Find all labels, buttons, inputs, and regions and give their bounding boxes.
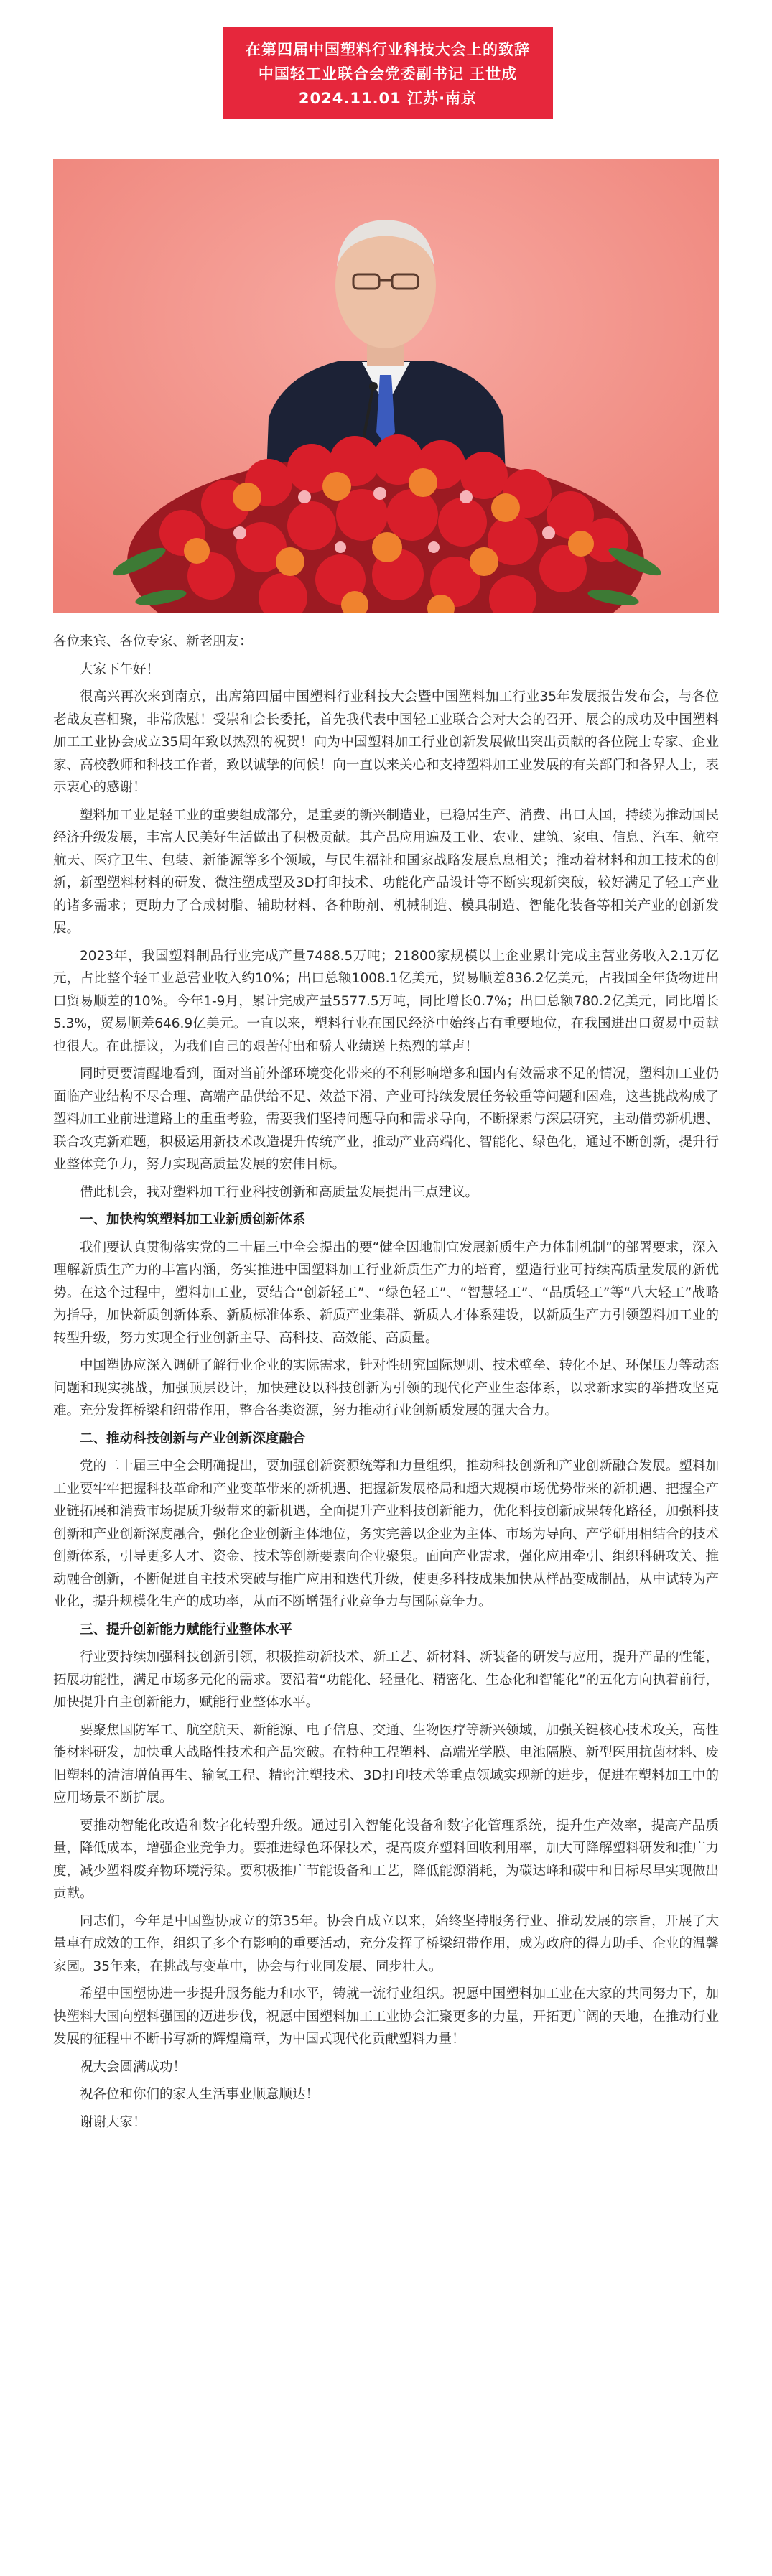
paragraph: 同时更要清醒地看到，面对当前外部环境变化带来的不利影响增多和国内有效需求不足的情况，塑料加工业仍面临产业结构不尽合理、高端产品供给不足、效益下滑、产业可持续发展任务较重等问题和困难，这些挑战构成了塑料加工业前进道路上的重重考验，需要我们坚持问题导向和需求导向，不断探索与深层研究，主动借势新机遇、联合攻克新难题，积极运用新技术改造提升传统产业，推动产业高端化、智能化、绿色化，通过不断创新，提升行业整体竞争力，努力实现高质量发展的宏伟目标。	[53, 1066, 719, 1172]
section-heading-1: 一、加快构筑塑料加工业新质创新体系	[80, 1212, 306, 1227]
closing-line: 祝大会圆满成功！	[80, 2059, 187, 2075]
closing-line: 祝各位和你们的家人生活事业顺意顺达！	[80, 2087, 320, 2102]
paragraph: 塑料加工业是轻工业的重要组成部分，是重要的新兴制造业，已稳居生产、消费、出口大国，持续为推动国民经济升级发展，丰富人民美好生活做出了积极贡献。其产品应用遍及工业、农业、建筑、家电、信息、汽车、航空航天、医疗卫生、包装、新能源等多个领域，与民生福祉和国家战略发展息息相关；推动着材料和加工技术的创新，新型塑料材料的研发、微注塑成型及3D打印技术、功能化产品设计等不断实现新突破，较好满足了轻工产业的诸多需求；更助力了合成树脂、辅助材料、各种助剂、机械制造、模具制造、智能化装备等相关产业的创新发展。	[53, 807, 719, 936]
speaker-photo-illustration	[53, 159, 719, 613]
section-heading-3: 三、提升创新能力赋能行业整体水平	[80, 1622, 293, 1637]
speech-text	[53, 631, 719, 2139]
banner-title: 在第四届中国塑料行业科技大会上的致辞	[246, 41, 530, 58]
paragraph: 行业要持续加强科技创新引领，积极推动新技术、新工艺、新材料、新装备的研发与应用，提升产品的性能，拓展功能性，满足市场多元化的需求。要沿着“功能化、轻量化、精密化、生态化和智能化”的五化方向执着前行，加快提升自主创新能力，赋能行业整体水平。	[53, 1650, 719, 1710]
paragraph: 党的二十届三中全会明确提出，要加强创新资源统筹和力量组织，推动科技创新和产业创新融合发展。塑料加工业要牢牢把握科技革命和产业变革带来的新机遇、把握新发展格局和超大规模市场优势带来的新机遇、把握全产业链拓展和消费市场提质升级带来的新机遇，全面提升产业科技创新能力，优化科技创新成果转化路径，加强科技创新和产业创新深度融合，强化企业创新主体地位，务实完善以企业为主体、市场为导向、产学研用相结合的技术创新体系，引导更多人才、资金、技术等创新要素向企业聚集。面向产业需求，强化应用牵引、组织科研攻关、推动融合创新，不断促进自主技术突破与推广应用和迭代升级，使更多科技成果加快从样品变成制品，从中试转为产业化，提升规模化生产的成功率，从而不断增强行业竞争力与国际竞争力。	[53, 1459, 719, 1609]
banner-speaker: 中国轻工业联合会党委副书记 王世成	[258, 65, 518, 83]
speaker-photo	[53, 159, 719, 613]
paragraph: 希望中国塑协进一步提升服务能力和水平，铸就一流行业组织。祝愿中国塑料加工业在大家的共同努力下，加快塑料大国向塑料强国的迈进步伐，祝愿中国塑料加工工业协会汇聚更多的力量，开拓更广阔的天地，在推动行业发展的征程中不断书写新的辉煌篇章，为中国式现代化贡献塑料力量！	[53, 1986, 719, 2047]
greeting: 各位来宾、各位专家、新老朋友：	[53, 634, 253, 649]
paragraph: 要推动智能化改造和数字化转型升级。通过引入智能化设备和数字化管理系统，提升生产效率，提高产品质量，降低成本，增强企业竞争力。要推进绿色环保技术，提高废弃塑料回收利用率，加大可降解塑料研发和推广力度，减少塑料废弃物环境污染。要积极推广节能设备和工艺，降低能源消耗，为碳达峰和碳中和目标尽早实现做出贡献。	[53, 1818, 719, 1901]
paragraph: 2023年，我国塑料制品行业完成产量7488.5万吨；21800家规模以上企业累计完成主营业务收入2.1万亿元，占比整个轻工业总营业收入约10%；出口总额1008.1亿美元，贸易顺差836.2亿美元，占我国全年货物进出口贸易顺差的10%。今年1-9月，累计完成产量5577.5万吨，同比增长0.7%；出口总额780.2亿美元，同比增长5.3%，贸易顺差646.9亿美元。一直以来，塑料行业在国民经济中始终占有重要地位，在我国进出口贸易中贡献也很大。在此提议，为我们自己的艰苦付出和骄人业绩送上热烈的掌声！	[53, 948, 719, 1054]
paragraph: 我们要认真贯彻落实党的二十届三中全会提出的要“健全因地制宜发展新质生产力体制机制”的部署要求，深入理解新质生产力的丰富内涵，务实推进中国塑料加工行业新质生产力的培育，塑造行业可持续高质量发展的新优势。在这个过程中，塑料加工业，要结合“创新轻工”、“绿色轻工”、“智慧轻工”、“品质轻工”等“八大轻工”战略为指导，加快新质创新体系、新质标准体系、新质产业集群、新质人才体系建设，以新质生产力引领塑料加工业的转型升级，努力实现全行业创新主导、高科技、高效能、高质量。	[53, 1240, 719, 1346]
greeting-afternoon: 大家下午好！	[80, 661, 160, 677]
section-heading-2: 二、推动科技创新与产业创新深度融合	[80, 1431, 306, 1446]
title-banner	[223, 27, 553, 119]
banner-date-location: 2024.11.01 江苏·南京	[298, 90, 478, 107]
paragraph: 中国塑协应深入调研了解行业企业的实际需求，针对性研究国际规则、技术壁垒、转化不足、环保压力等动态问题和现实挑战，加强顶层设计，加快建设以科技创新为引领的现代化产业生态体系，以求新求实的举措攻坚克难。充分发挥桥梁和纽带作用，整合各类资源，努力推动行业创新质发展的强大合力。	[53, 1358, 719, 1418]
closing-line: 谢谢大家！	[80, 2114, 147, 2130]
paragraph: 借此机会，我对塑料加工行业科技创新和高质量发展提出三点建议。	[80, 1184, 479, 1200]
paragraph: 要聚焦国防军工、航空航天、新能源、电子信息、交通、生物医疗等新兴领域，加强关键核心技术攻关，高性能材料研发，加快重大战略性技术和产品突破。在特种工程塑料、高端光学膜、电池隔膜、新型医用抗菌材料、废旧塑料的清洁增值再生、输氢工程、精密注塑技术、3D打印技术等重点领域实现新的进步，促进在塑料加工中的应用场景不断扩展。	[53, 1722, 719, 1805]
paragraph: 很高兴再次来到南京，出席第四届中国塑料行业科技大会暨中国塑料加工行业35年发展报告发布会，与各位老战友喜相聚，非常欣慰！受崇和会长委托，首先我代表中国轻工业联合会对大会的召开、展会的成功及中国塑料加工工业协会成立35周年致以热烈的祝贺！向为中国塑料加工行业创新发展做出突出贡献的各位院士专家、企业家、高校教师和科技工作者，致以诚挚的问候！向一直以来关心和支持塑料加工业发展的有关部门和各界人士，表示衷心的感谢！	[53, 689, 719, 795]
paragraph: 同志们，今年是中国塑协成立的第35年。协会自成立以来，始终坚持服务行业、推动发展的宗旨，开展了大量卓有成效的工作，组织了多个有影响的重要活动，充分发挥了桥梁纽带作用，成为政府的得力助手、企业的温馨家园。35年来，在挑战与变革中，协会与行业同发展、同步壮大。	[53, 1913, 719, 1974]
